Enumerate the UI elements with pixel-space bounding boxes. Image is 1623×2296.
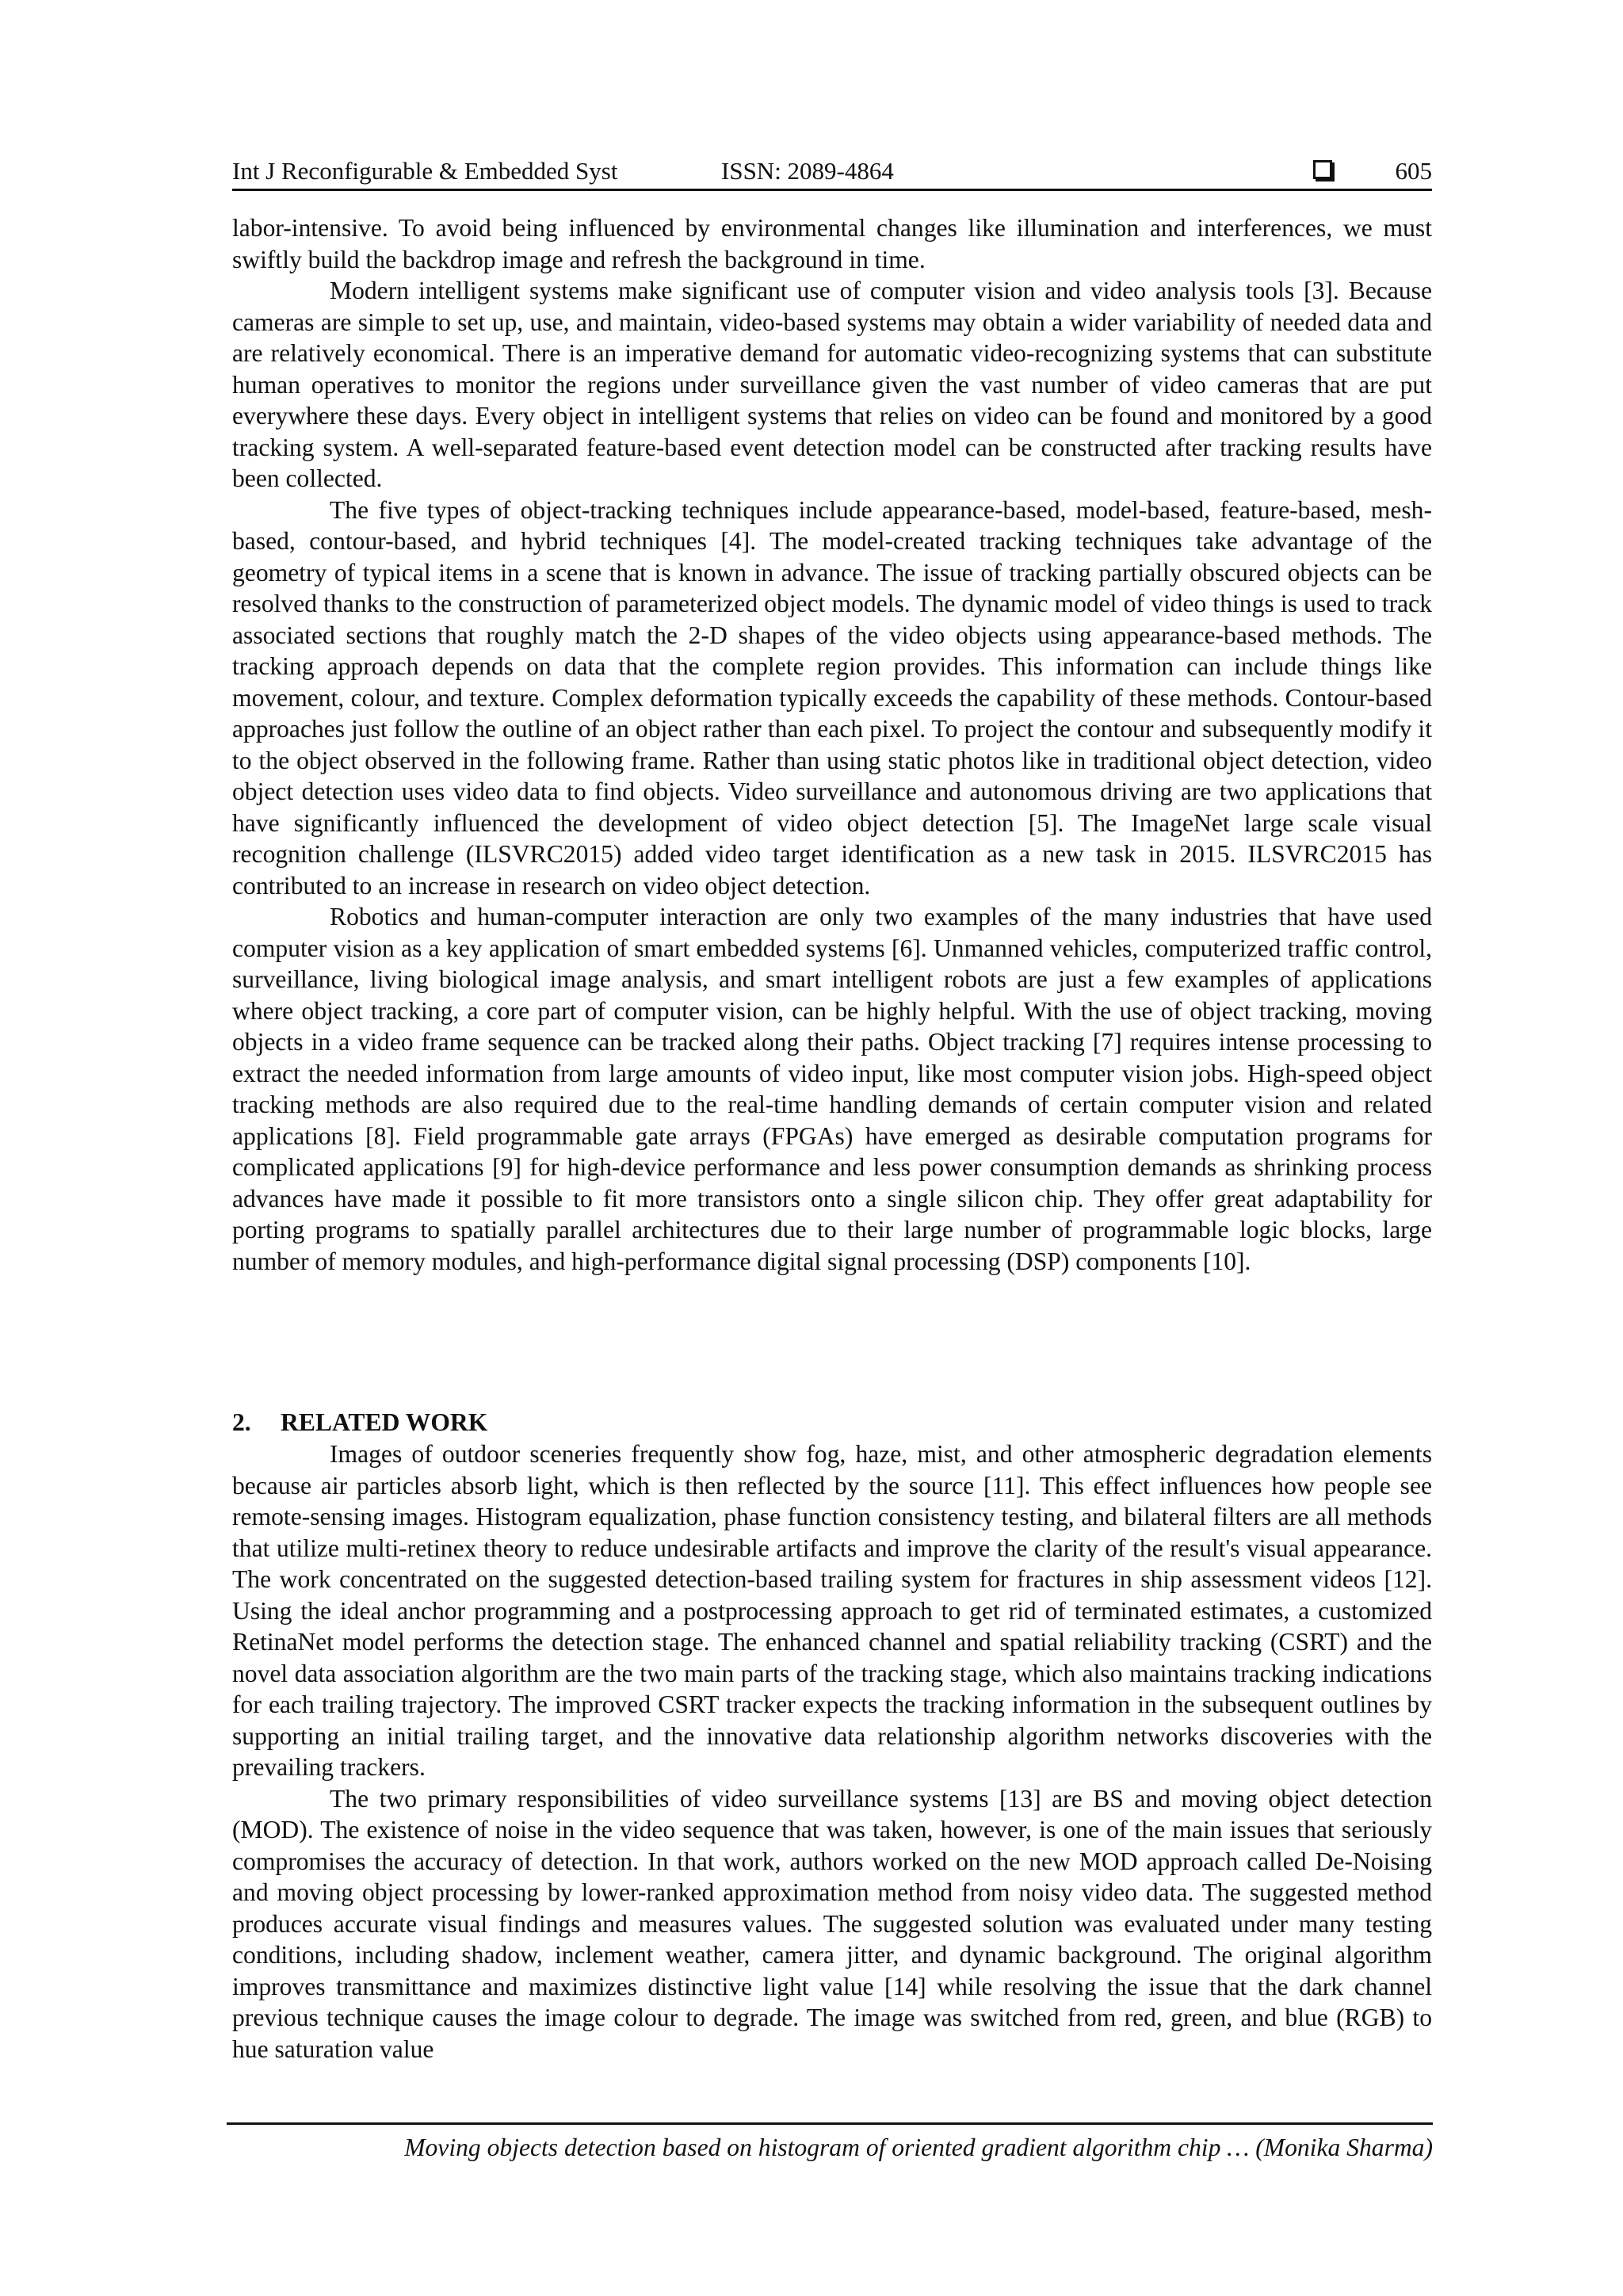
page-number: 605 (1395, 157, 1432, 185)
footer-rule (227, 2122, 1433, 2125)
running-footer: Moving objects detection based on histogram of oriented gradient algorithm chip … (Monika Sharma) (404, 2134, 1433, 2161)
issn: ISSN: 2089-4864 (721, 157, 894, 185)
section-number: 2. (232, 1408, 251, 1436)
paragraph: The five types of object-tracking techniques include appearance-based, model-based, feature-based, mesh-based, contour-based, and hybrid techniques [4]. The model-created tracking techniques take advantage of the geometry of typical items in a scene that is known in advance. The issue of tracking partially obscured objects can be resolved thanks to the construction of parameterized object models. The dynamic model of video things is used to track associated sections that roughly match the 2-D shapes of the video objects using appearance-based methods. The tracking approach depends on data that the complete region provides. This information can include things like movement, colour, and texture. Complex deformation typically exceeds the capability of these methods. Contour-based approaches just follow the outline of an object rather than each pixel. To project the contour and subsequently modify it to the object observed in the following frame. Rather than using static photos like in traditional object detection, video object detection uses video data to find objects. Video surveillance and autonomous driving are two applications that have significantly influenced the development of video object detection [5]. The ImageNet large scale visual recognition challenge (ILSVRC2015) added video target identification as a new task in 2015. ILSVRC2015 has contributed to an increase in research on video object detection. (232, 495, 1432, 900)
paragraph: labor-intensive. To avoid being influenced by environmental changes like illumination and interferences, we must swiftly build the backdrop image and refresh the background in time. (232, 214, 1432, 273)
page-header (232, 155, 1432, 190)
header-rule (232, 189, 1432, 191)
checkbox-square-icon (1313, 160, 1332, 179)
section-heading (232, 1407, 487, 1438)
paragraph: Images of outdoor sceneries frequently show fog, haze, mist, and other atmospheric degradation elements because air particles absorb light, which is then reflected by the source [11]. This effect influences how people see remote-sensing images. Histogram equalization, phase function consistency testing, and bilateral filters are all methods that utilize multi-retinex theory to reduce undesirable artifacts and improve the clarity of the result's visual appearance. The work concentrated on the suggested detection-based trailing system for fractures in ship assessment videos [12]. Using the ideal anchor programming and a postprocessing approach to get rid of terminated estimates, a customized RetinaNet model performs the detection stage. The enhanced channel and spatial reliability tracking (CSRT) and the novel data association algorithm are the two main parts of the tracking stage, which also maintains tracking indications for each trailing trajectory. The improved CSRT tracker expects the tracking information in the subsequent outlines by supporting an initial trailing target, and the innovative data relationship algorithm networks discoveries with the prevailing trackers. (232, 1440, 1432, 1781)
related-work-text (232, 1438, 1432, 2065)
intro-text (232, 212, 1432, 1277)
paragraph: The two primary responsibilities of video surveillance systems [13] are BS and moving object detection (MOD). The existence of noise in the video sequence that was taken, however, is one of the main issues that seriously compromises the accuracy of detection. In that work, authors worked on the new MOD approach called De-Noising and moving object processing by lower-ranked approximation method from noisy video data. The suggested method produces accurate visual findings and measures values. The suggested solution was evaluated under many testing conditions, including shadow, inclement weather, camera jitter, and dynamic background. The original algorithm improves transmittance and maximizes distinctive light value [14] while resolving the issue that the dark channel previous technique causes the image colour to degrade. The image was switched from red, green, and blue (RGB) to hue saturation value (232, 1784, 1432, 2063)
paragraph: Robotics and human-computer interaction are only two examples of the many industries that have used computer vision as a key application of smart embedded systems [6]. Unmanned vehicles, computerized traffic control, surveillance, living biological image analysis, and smart intelligent robots are just a few examples of applications where object tracking, a core part of computer vision, can be highly helpful. With the use of object tracking, moving objects in a video frame sequence can be tracked along their paths. Object tracking [7] requires intense processing to extract the needed information from large amounts of video input, like most computer vision jobs. High-speed object tracking methods are also required due to the real-time handling demands of certain computer vision and related applications [8]. Field programmable gate arrays (FPGAs) have emerged as desirable computation programs for complicated applications [9] for high-device performance and less power consumption demands as shrinking process advances have made it possible to fit more transistors onto a single silicon chip. They offer great adaptability for porting programs to spatially parallel architectures due to their large number of programmable logic blocks, large number of memory modules, and high-performance digital signal processing (DSP) components [10]. (232, 903, 1432, 1275)
journal-name: Int J Reconfigurable & Embedded Syst (232, 157, 618, 185)
section-title: RELATED WORK (281, 1408, 488, 1436)
paragraph: Modern intelligent systems make significant use of computer vision and video analysis tools [3]. Because cameras are simple to set up, use, and maintain, video-based systems may obtain a wider variability of needed data and are relatively economical. There is an imperative demand for automatic video-recognizing systems that can substitute human operatives to monitor the regions under surveillance given the vast number of video cameras that are put everywhere these days. Every object in intelligent systems that relies on video can be found and monitored by a good tracking system. A well-separated feature-based event detection model can be constructed after tracking results have been collected. (232, 277, 1432, 492)
